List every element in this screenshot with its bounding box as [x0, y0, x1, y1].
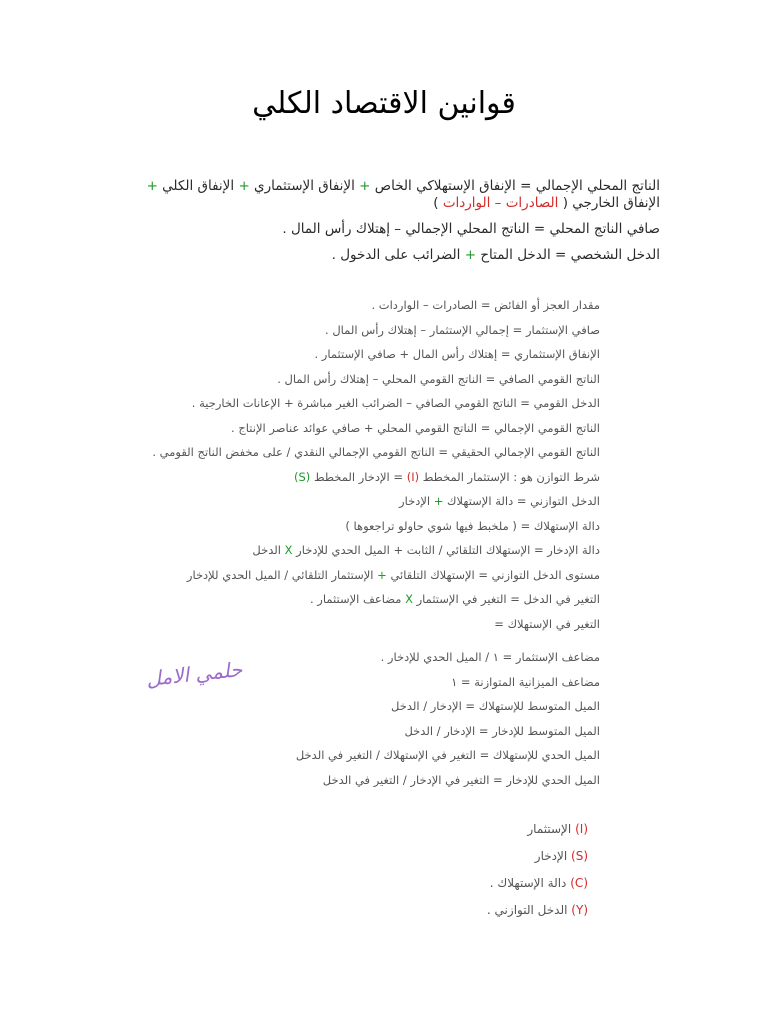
gdp-equation-cont: الإنفاق الخارجي ( الصادرات – الواردات ) [433, 195, 660, 211]
main-equations [146, 178, 660, 263]
formula-line: صافي الإستثمار = إجمالي الإستثمار – إهتلاك رأس المال . [325, 322, 600, 337]
legend-item: (Y) الدخل التوازني . [486, 903, 588, 917]
formula-line: مضاعف الميزانية المتوازنة = ١ [451, 674, 600, 689]
formula-line: مقدار العجز أو الفائض = الصادرات – الواردات . [371, 298, 600, 312]
propensities [296, 650, 600, 797]
formula-line: الإنفاق الإستثماري = إهتلاك رأس المال + صافي الإستثمار . [314, 347, 600, 361]
formula-line: الميل الحدي للإستهلاك = التغير في الإستهلاك / التغير في الدخل [295, 748, 600, 762]
formula-line: مستوى الدخل التوازني = الإستهلاك التلقائي + الإستثمار التلقائي / الميل الحدي للإدخار [186, 567, 600, 582]
formula-line: دالة الإدخار = الإستهلاك التلقائي / الثابت + الميل الحدي للإدخار X الدخل [252, 543, 600, 557]
equilibrium-condition: شرط التوازن هو : الإستثمار المخطط (I) = الإدخار المخطط (S) [293, 469, 600, 484]
formula-line: التغير في الإستهلاك = [494, 616, 600, 631]
formula-line: الناتج القومي الصافي = الناتج القومي المحلي – إهتلاك رأس المال . [277, 371, 600, 386]
formula-line: دالة الإستهلاك = ( ملخبط فيها شوي حاولو تراجعوها ) [345, 518, 600, 533]
formula-line: الدخل القومي = الناتج القومي الصافي – الضرائب الغير مباشرة + الإعانات الخارجية . [191, 396, 600, 410]
formula-line: الناتج القومي الإجمالي الحقيقي = الناتج القومي الإجمالي النقدي / على مخفض الناتج القومي . [152, 445, 600, 459]
net-domestic-product: صافي الناتج المحلي = الناتج المحلي الإجمالي – إهتلاك رأس المال . [282, 221, 660, 237]
formula-line: الدخل التوازني = دالة الإستهلاك + الإدخار [399, 494, 600, 508]
page-title: قوانين الاقتصاد الكلي [252, 86, 516, 121]
author-signature: حلمي الامل [145, 657, 244, 691]
formula-line: الناتج القومي الإجمالي = الناتج القومي المحلي + صافي عوائد عناصر الإنتاج . [231, 420, 600, 435]
personal-income: الدخل الشخصي = الدخل المتاح + الضرائب على الدخول . [331, 247, 660, 263]
symbol-legend [487, 822, 588, 930]
formula-line: مضاعف الإستثمار = ١ / الميل الحدي للإدخار . [380, 650, 600, 664]
legend-item: (C) دالة الإستهلاك . [489, 876, 588, 890]
formula-line: الميل المتوسط للإستهلاك = الإدخار / الدخل [391, 699, 600, 713]
legend-item: (S) الإدخار [534, 849, 588, 863]
formula-line: التغير في الدخل = التغير في الإستثمار X مضاعف الإستثمار . [310, 592, 600, 606]
legend-item: (I) الإستثمار [527, 822, 588, 836]
formula-line: الميل الحدي للإدخار = التغير في الإدخار / التغير في الدخل [322, 772, 600, 787]
income-consumption [187, 494, 600, 641]
national-accounts [152, 298, 600, 494]
gdp-equation: الناتج المحلي الإجمالي = الإنفاق الإستهلاكي الخاص + الإنفاق الإستثماري + الإنفاق الكلي + [146, 178, 660, 194]
formula-line: الميل المتوسط للإدخار = الإدخار / الدخل [404, 723, 600, 738]
